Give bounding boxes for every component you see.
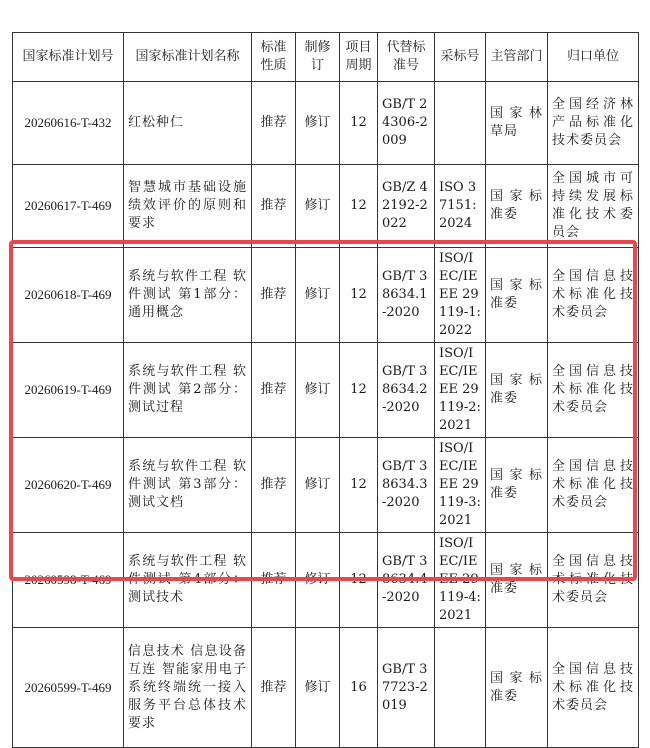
cell-revise: 修订 [296,628,340,748]
cell-unit: 全国信息技术标准化技术委员会 [548,343,639,438]
standards-plan-table [12,32,639,748]
cell-plan-no: 20260599-T-469 [13,628,124,748]
cell-revise: 修订 [296,438,340,533]
cell-plan-name: 系统与软件工程 软件测试 第1部分：通用概念 [124,248,252,343]
cell-nature: 推荐 [252,628,296,748]
table-row [13,165,639,248]
cell-replace: GB/T 37723-2019 [378,628,435,748]
cell-nature: 推荐 [252,438,296,533]
cell-unit: 全国信息技术标准化技术委员会 [548,438,639,533]
cell-plan-no: 20260598-T-469 [13,533,124,628]
cell-nature: 推荐 [252,533,296,628]
header-plan-no: 国家标准计划号 [13,33,124,82]
header-adopt: 采标号 [435,33,486,82]
cell-adopt: ISO/IEC/IEEE 29119-1:2022 [435,248,486,343]
cell-revise: 修订 [296,533,340,628]
header-dept: 主管部门 [486,33,548,82]
cell-replace: GB/T 38634.4-2020 [378,533,435,628]
cell-replace: GB/T 38634.2-2020 [378,343,435,438]
cell-dept: 国家标准委 [486,343,548,438]
table-row [13,438,639,533]
cell-period: 12 [340,343,378,438]
header-row [13,33,639,82]
cell-adopt [435,628,486,748]
cell-revise: 修订 [296,165,340,248]
cell-dept: 国家标准委 [486,165,548,248]
cell-unit: 全国经济林产品标准化技术委员会 [548,82,639,165]
table-row [13,248,639,343]
cell-plan-name: 智慧城市基础设施绩效评价的原则和要求 [124,165,252,248]
cell-dept: 国家标准委 [486,628,548,748]
cell-adopt [435,82,486,165]
cell-plan-name: 系统与软件工程 软件测试 第2部分：测试过程 [124,343,252,438]
header-period: 项目周期 [340,33,378,82]
table-row [13,533,639,628]
cell-adopt: ISO/IEC/IEEE 29119-2:2021 [435,343,486,438]
header-replace: 代替标准号 [378,33,435,82]
cell-dept: 国家标准委 [486,533,548,628]
table-row [13,343,639,438]
cell-revise: 修订 [296,343,340,438]
cell-unit: 全国信息技术标准化技术委员会 [548,628,639,748]
cell-nature: 推荐 [252,82,296,165]
cell-adopt: ISO/IEC/IEEE 29119-4:2021 [435,533,486,628]
cell-replace: GB/T 24306-2009 [378,82,435,165]
cell-plan-name: 信息技术 信息设备互连 智能家用电子系统终端统一接入服务平台总体技术要求 [124,628,252,748]
cell-period: 12 [340,248,378,343]
cell-dept: 国家林草局 [486,82,548,165]
cell-dept: 国家标准委 [486,248,548,343]
cell-nature: 推荐 [252,248,296,343]
cell-plan-no: 20260617-T-469 [13,165,124,248]
header-revise: 制修订 [296,33,340,82]
cell-plan-name: 系统与软件工程 软件测试 第4部分：测试技术 [124,533,252,628]
cell-unit: 全国城市可持续发展标准化技术委员会 [548,165,639,248]
header-plan-name: 国家标准计划名称 [124,33,252,82]
cell-nature: 推荐 [252,165,296,248]
header-nature: 标准性质 [252,33,296,82]
cell-plan-no: 20260619-T-469 [13,343,124,438]
header-unit: 归口单位 [548,33,639,82]
cell-period: 12 [340,82,378,165]
table-row [13,628,639,748]
cell-replace: GB/Z 42192-2022 [378,165,435,248]
cell-unit: 全国信息技术标准化技术委员会 [548,248,639,343]
table-row [13,82,639,165]
cell-revise: 修订 [296,82,340,165]
cell-dept: 国家标准委 [486,438,548,533]
cell-plan-no: 20260618-T-469 [13,248,124,343]
cell-adopt: ISO/IEC/IEEE 29119-3:2021 [435,438,486,533]
cell-plan-name: 红松种仁 [124,82,252,165]
cell-replace: GB/T 38634.3-2020 [378,438,435,533]
cell-replace: GB/T 38634.1-2020 [378,248,435,343]
cell-period: 16 [340,628,378,748]
cell-period: 12 [340,165,378,248]
cell-unit: 全国信息技术标准化技术委员会 [548,533,639,628]
table-header [13,33,639,82]
cell-plan-no: 20260620-T-469 [13,438,124,533]
cell-revise: 修订 [296,248,340,343]
cell-plan-no: 20260616-T-432 [13,82,124,165]
cell-nature: 推荐 [252,343,296,438]
cell-plan-name: 系统与软件工程 软件测试 第3部分：测试文档 [124,438,252,533]
table-body [13,82,639,748]
cell-period: 12 [340,533,378,628]
cell-adopt: ISO 37151: 2024 [435,165,486,248]
cell-period: 12 [340,438,378,533]
